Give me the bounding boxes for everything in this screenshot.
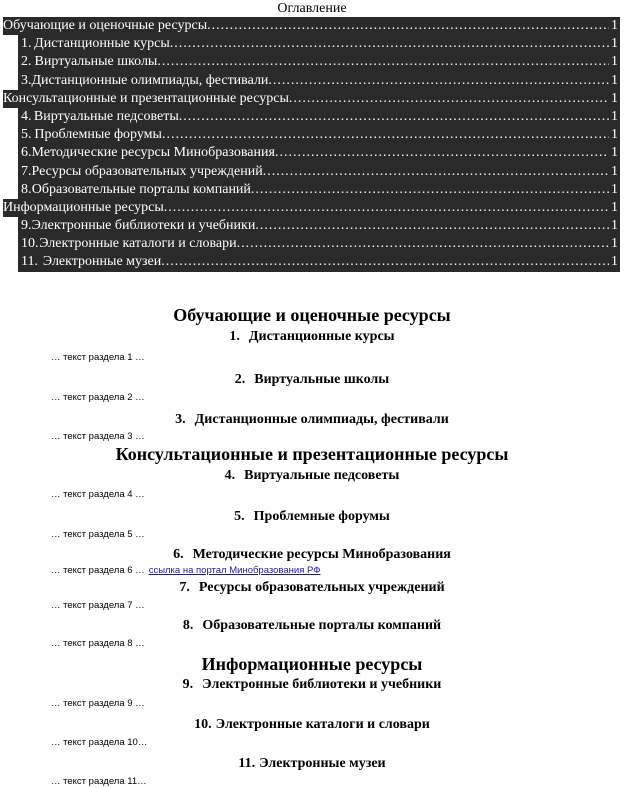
toc-row-item-2[interactable]: 2. Виртуальные школы ..... 1 <box>18 53 620 71</box>
toc-row-item-11[interactable]: 11. Электронные музеи ..... 1 <box>18 253 620 271</box>
toc-row-item-10[interactable]: 10. Электронные каталоги и словари ..... 1 <box>18 235 620 253</box>
heading-item-9: 9. Электронные библиотеки и учебники <box>182 677 442 692</box>
heading-item-5: 5. Проблемные форумы <box>234 509 390 524</box>
toc-row-section-2[interactable]: Консультационные и презентационные ресурсы ..... 1 <box>3 90 620 108</box>
toc-row-item-9[interactable]: 9. Электронные библиотеки и учебники ..... 1 <box>18 217 620 235</box>
toc-row-item-5[interactable]: 5. Проблемные форумы ..... 1 <box>18 126 620 144</box>
heading-item-4: 4. Виртуальные педсоветы <box>224 468 400 483</box>
paragraph-item-3: … текст раздела 3 … <box>51 431 145 442</box>
heading-section-3: Информационные ресурсы <box>201 654 423 674</box>
table-of-contents <box>3 17 620 272</box>
toc-row-item-4[interactable]: 4. Виртуальные педсоветы ..... 1 <box>18 108 620 126</box>
heading-item-8: 8. Образовательные порталы компаний <box>182 618 442 633</box>
ministry-portal-link[interactable]: ссылка на портал Минобразования РФ <box>148 565 321 576</box>
heading-item-10: 10. Электронные каталоги и словари <box>194 717 430 732</box>
paragraph-item-6: … текст раздела 6 … ссылка на портал Минобразования РФ <box>51 565 321 576</box>
toc-row-label: Обучающие и оценочные ресурсы <box>3 18 208 33</box>
document-body <box>0 305 624 788</box>
heading-section-1: Обучающие и оценочные ресурсы <box>173 305 451 325</box>
heading-item-11: 11. Электронные музеи <box>238 756 386 771</box>
paragraph-item-1: … текст раздела 1 … <box>51 352 145 363</box>
heading-item-6: 6. Методические ресурсы Минобразования <box>173 547 451 562</box>
toc-row-section-1[interactable] <box>3 17 620 35</box>
toc-row-item-6[interactable]: 6. Методические ресурсы Минобразования ..... 1 <box>18 144 620 162</box>
paragraph-item-10: … текст раздела 10… <box>51 737 148 748</box>
heading-item-3: 3. Дистанционные олимпиады, фестивали <box>175 412 449 427</box>
toc-row-item-8[interactable]: 8. Образовательные порталы компаний ..... 1 <box>18 181 620 199</box>
toc-row-item-7[interactable]: 7. Ресурсы образовательных учреждений ..... 1 <box>18 163 620 181</box>
paragraph-item-11: … текст раздела 11… <box>51 776 147 787</box>
heading-section-2: Консультационные и презентационные ресурсы <box>115 444 509 464</box>
paragraph-item-7: … текст раздела 7 … <box>51 600 145 611</box>
paragraph-item-5: … текст раздела 5 … <box>51 529 145 540</box>
toc-row-item-1[interactable]: 1. Дистанционные курсы ..... 1 <box>18 35 620 53</box>
paragraph-item-8: … текст раздела 8 … <box>51 638 145 649</box>
toc-row-item-3[interactable]: 3. Дистанционные олимпиады, фестивали ..... 1 <box>18 72 620 90</box>
heading-item-1: 1. Дистанционные курсы <box>229 329 395 344</box>
heading-item-2: 2. Виртуальные школы <box>234 372 390 387</box>
heading-item-7: 7. Ресурсы образовательных учреждений <box>179 580 445 595</box>
toc-row-section-3[interactable]: Информационные ресурсы ..... 1 <box>3 199 620 217</box>
paragraph-item-4: … текст раздела 4 … <box>51 489 145 500</box>
toc-row-page: 1 <box>611 18 618 33</box>
paragraph-item-2: … текст раздела 2 … <box>51 392 145 403</box>
paragraph-item-9: … текст раздела 9 … <box>51 698 145 709</box>
toc-title: Оглавление <box>277 1 347 16</box>
